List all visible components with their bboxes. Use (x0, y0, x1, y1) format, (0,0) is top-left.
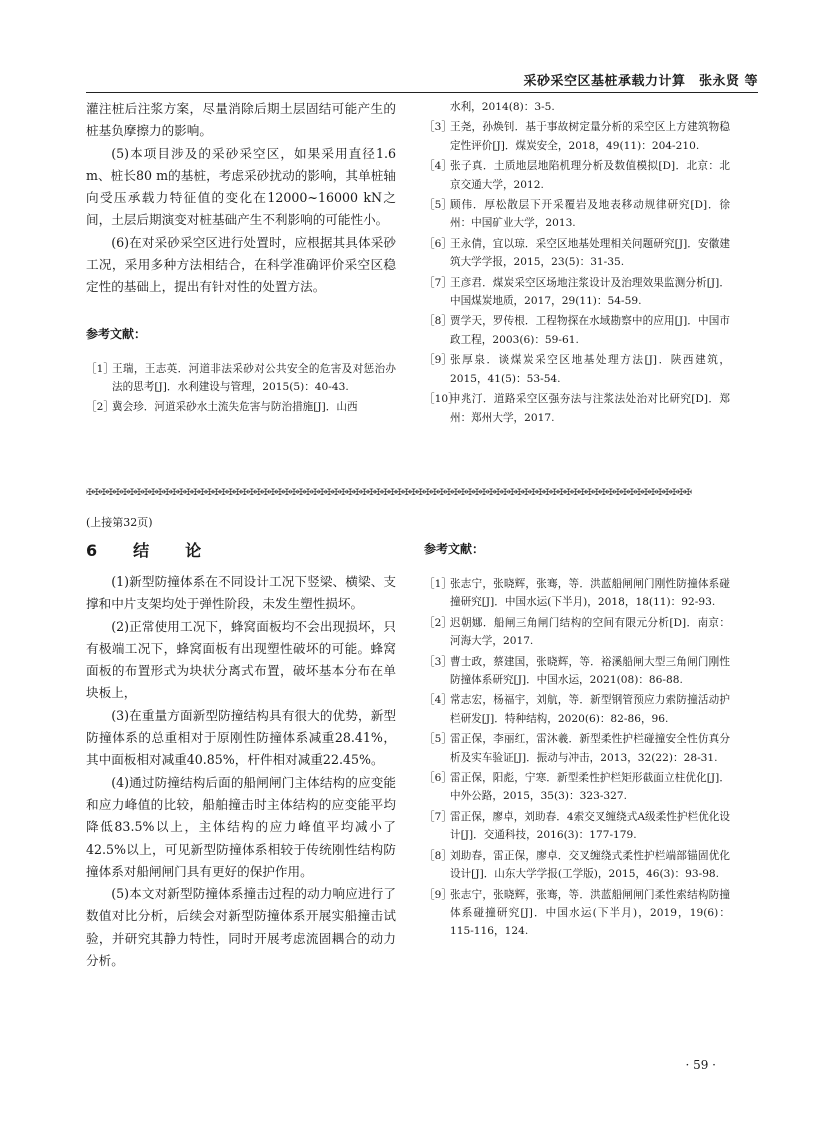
reference-item (424, 886, 730, 941)
running-header: 采砂采空区基桩承载力计算 张永贤 等 (523, 74, 758, 89)
reference-item (424, 808, 730, 845)
reference-item (86, 360, 396, 397)
reference-item (424, 730, 730, 767)
reference-text: 王尧，孙焕钊．基于事故树定量分析的采空区上方建筑物稳定性评价[J]．煤炭安全，2018，49(11)：204-210. (450, 121, 730, 152)
references-heading: 参考文献： (424, 542, 485, 556)
reference-number: ［2］ (424, 616, 452, 629)
body-paragraph: (6)在对采砂采空区进行处置时，应根据其具体采砂工况，采用多种方法相结合，在科学准确评价采空区稳定性的基础上，提出有针对性的处置方法。 (86, 234, 396, 295)
reference-number: ［10］ (424, 393, 459, 406)
reference-item (424, 390, 730, 427)
reference-text: 水利，2014(8)：3-5. (450, 101, 555, 113)
section-heading: 6 结 论 (86, 541, 212, 560)
reference-text: 张厚泉．谈煤炭采空区地基处理方法[J]．陕西建筑，2015，41(5)：53-54. (450, 354, 730, 385)
reference-item (424, 157, 730, 194)
reference-text: 常志宏，杨福宇，刘航，等．新型钢管预应力索防撞活动护栏研发[J]．特种结构，2020(6)：82-86，96. (450, 694, 730, 725)
body-paragraph: (5)本文对新型防撞体系撞击过程的动力响应进行了数值对比分析，后续会对新型防撞体系开展实船撞击试验，并研究其静力特性，同时开展考虑流固耦合的动力分析。 (86, 886, 396, 969)
body-paragraph: (3)在重量方面新型防撞结构具有很大的优势，新型防撞体系的总重相对于原刚性防撞体系减重28.41%，其中面板相对减重40.85%，杆件相对减重22.45%。 (86, 707, 396, 768)
continued-from-note: (上接第32页) (86, 516, 153, 529)
reference-item (424, 312, 730, 349)
reference-item (424, 653, 730, 690)
reference-number: ［4］ (424, 694, 452, 707)
reference-list (424, 575, 730, 941)
reference-number: ［3］ (424, 121, 452, 134)
bottom-right-column (424, 540, 730, 943)
reference-number: ［5］ (424, 733, 452, 746)
reference-number: ［5］ (424, 199, 452, 212)
reference-item (424, 769, 730, 806)
reference-number: ［1］ (424, 578, 452, 590)
reference-item (424, 614, 730, 651)
reference-number: ［2］ (86, 401, 114, 414)
reference-text: 张子真．土质地层地陷机理分析及数值模拟[D]．北京：北京交通大学，2012. (450, 160, 730, 191)
reference-text: 张志宁，张晓辉，张骞，等．洪蓝船闸闸门刚性防撞体系碰撞研究[J]．中国水运(下半月)，2018，18(11)：92-93. (450, 578, 730, 609)
reference-number: ［4］ (424, 160, 452, 173)
reference-item (424, 691, 730, 728)
body-paragraph: (4)通过防撞结构后面的船闸闸门主体结构的应变能和应力峰值的比较，船舶撞击时主体结构的应变能平均降低83.5%以上，主体结构的应力峰值平均减小了42.5%以上，可见新型防撞体系相较于传统刚性结构防撞体系对船闸闸门具有更好的保护作用。 (86, 774, 396, 879)
reference-item (86, 398, 396, 416)
reference-number: ［6］ (424, 772, 452, 785)
reference-text: 冀会珍．河道采砂水土流失危害与防治措施[J]．山西 (112, 401, 358, 414)
reference-text: 申兆汀．道路采空区强夯法与注浆法处治对比研究[D]．郑州：郑州大学，2017. (450, 393, 730, 424)
reference-number: ［8］ (424, 315, 452, 328)
reference-item (424, 274, 730, 311)
reference-item (424, 351, 730, 388)
references-heading: 参考文献： (86, 326, 147, 341)
reference-number: ［9］ (424, 888, 452, 901)
reference-text: 曹士政，蔡建国，张晓辉，等．裕溪船闸大型三角闸门刚性防撞体系研究[J]．中国水运，2021(08)：86-88. (450, 655, 730, 687)
top-left-column (86, 98, 396, 419)
ornamental-divider: ✠✠✠✠✠✠✠✠✠✠✠✠✠✠✠✠✠✠✠✠✠✠✠✠✠✠✠✠✠✠✠✠✠✠✠✠✠✠✠✠✠✠✠✠✠✠✠✠✠✠✠✠✠✠✠✠✠✠✠✠✠✠✠✠✠✠✠✠✠✠✠✠✠✠✠✠✠✠✠✠✠✠✠✠✠✠ (86, 488, 692, 498)
reference-item (424, 196, 730, 233)
reference-item (424, 98, 730, 116)
reference-number: ［9］ (424, 354, 452, 367)
reference-number: ［3］ (424, 655, 452, 668)
reference-list (424, 98, 730, 427)
reference-number: ［1］ (86, 362, 114, 375)
reference-number: ［6］ (424, 237, 452, 250)
header-rule (86, 92, 758, 93)
reference-item (424, 575, 730, 612)
reference-item (424, 235, 730, 272)
reference-text: 顾伟．厚松散层下开采覆岩及地表移动规律研究[D]．徐州：中国矿业大学，2013. (450, 199, 730, 230)
reference-text: 迟朝娜．船闸三角闸门结构的空间有限元分析[D]．南京：河海大学，2017. (450, 616, 730, 648)
reference-item (424, 847, 730, 884)
reference-text: 张志宁，张晓辉，张骞，等．洪蓝船闸闸门柔性索结构防撞体系碰撞研究[J]．中国水运(下半月)，2019，19(6)：115-116，124. (450, 888, 730, 938)
body-paragraph: (1)新型防撞体系在不同设计工况下竖梁、横梁、支撑和中片支架均处于弹性阶段，未发生塑性损坏。 (86, 574, 396, 612)
reference-text: 王永倩，宜以琼．采空区地基处理相关问题研究[J]．安徽建筑大学学报，2015，23(5)：31-35. (450, 237, 730, 269)
reference-text: 王彦君．煤炭采空区场地注浆设计及治理效果监测分析[J]．中国煤炭地质，2017，29(11)：54-59. (450, 276, 730, 308)
body-paragraph: (2)正常使用工况下，蜂窝面板均不会出现损坏，只有极端工况下，蜂窝面板有出现塑性破坏的可能。蜂窝面板的布置形式为块状分离式布置，破坏基本分布在单块板上， (86, 618, 396, 701)
reference-list (86, 360, 396, 417)
reference-number: ［7］ (424, 810, 452, 823)
bottom-left-column (86, 514, 396, 972)
reference-text: 雷正保，廖卓，刘助春．4索交叉缠绕式A级柔性护栏优化设计[J]．交通科技，2016(3)：177-179. (450, 810, 730, 842)
reference-text: 刘助春，雷正保，廖卓．交叉缠绕式柔性护栏端部锚固优化设计[J]．山东大学学报(工学版)，2015，46(3)：93-98. (450, 849, 730, 881)
reference-text: 雷正保，阳彪，宁寒．新型柔性护栏矩形截面立柱优化[J]．中外公路，2015，35(3)：323-327. (450, 772, 730, 803)
reference-number: ［7］ (424, 276, 452, 289)
reference-number: ［8］ (424, 849, 452, 862)
reference-item (424, 118, 730, 155)
page-number: · 59 · (685, 1058, 716, 1072)
reference-text: 贾学天，罗传根．工程物探在水域勘察中的应用[J]．中国市政工程，2003(6)：59-61. (450, 315, 730, 346)
reference-text: 雷正保，李丽红，雷沐羲．新型柔性护栏碰撞安全性仿真分析及实车验证[J]．振动与冲击，2013，32(22)：28-31. (450, 733, 730, 764)
top-right-column (424, 98, 730, 429)
reference-text: 王瑞，王志英．河道非法采砂对公共安全的危害及对惩治办法的思考[J]．水利建设与管理，2015(5)：40-43. (112, 362, 396, 394)
body-paragraph: 灌注桩后注浆方案，尽量消除后期土层固结可能产生的桩基负摩擦力的影响。 (86, 101, 396, 139)
body-paragraph: (5)本项目涉及的采砂采空区，如果采用直径1.6 m、桩长80 m的基桩，考虑采砂扰动的影响，其单桩轴向受压承载力特征值的变化在12000~16000 kN之间，土层后期演变对桩基础产生不利影响的可能性小。 (86, 145, 396, 228)
